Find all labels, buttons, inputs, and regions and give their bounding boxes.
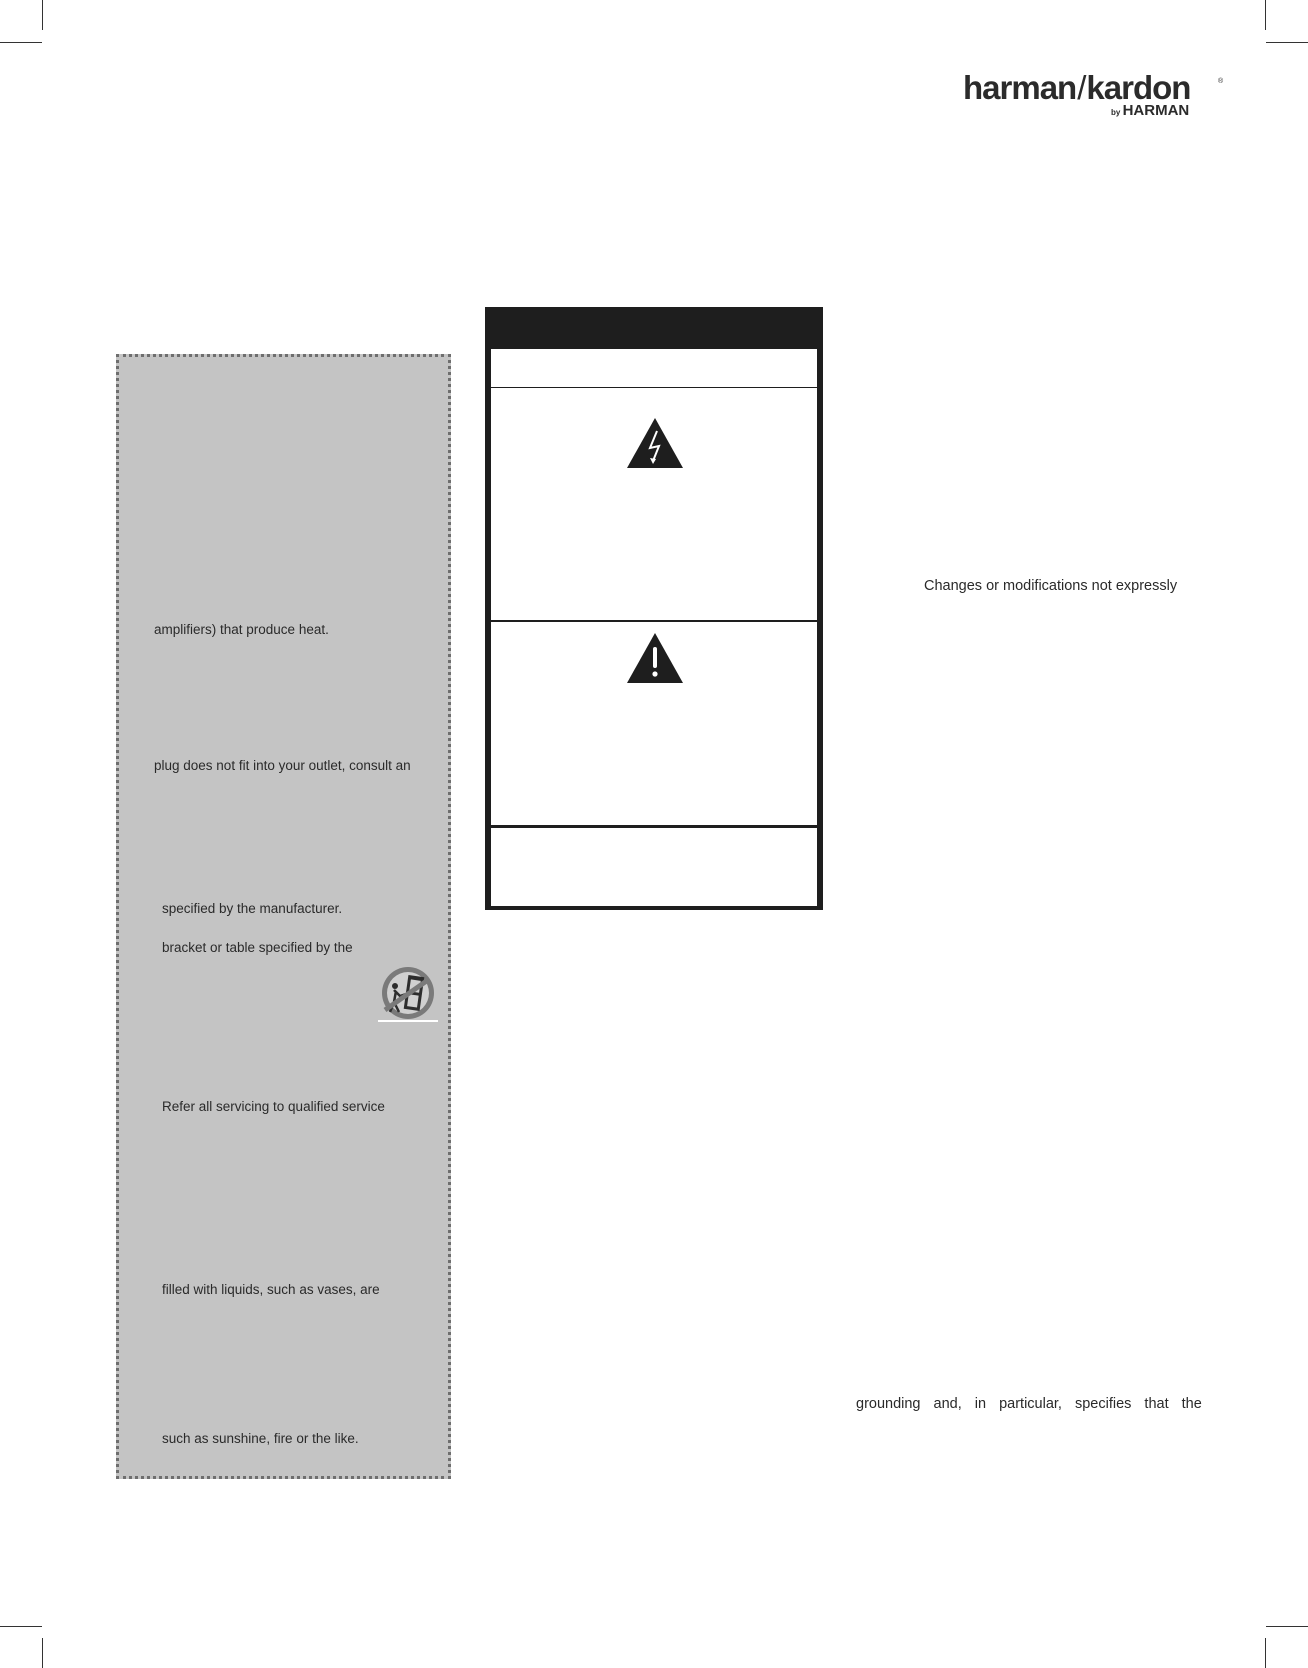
cart-tip-over-warning-icon — [378, 966, 438, 1026]
compliance-line: Changes or modifications not expressly — [924, 578, 1178, 594]
electric-shock-warning-cell — [491, 388, 817, 620]
crop-mark — [1265, 0, 1266, 30]
logo-by: by — [1111, 108, 1121, 117]
crop-mark — [0, 42, 42, 43]
grounding-line: grounding and, in particular, specifies that the — [856, 1396, 1202, 1412]
safety-instructions-panel — [116, 354, 451, 1479]
warning-footer-cell — [491, 828, 817, 906]
logo-harman-brand: HARMAN — [1122, 102, 1190, 119]
safety-line: filled with liquids, such as vases, are — [162, 1282, 380, 1297]
safety-line: such as sunshine, fire or the like. — [162, 1431, 359, 1446]
logo-slash: / — [1077, 69, 1086, 106]
safety-line: amplifiers) that produce heat. — [154, 622, 329, 637]
safety-line: plug does not fit into your outlet, consult an — [154, 758, 411, 773]
logo-harman: harman — [963, 69, 1077, 106]
crop-mark — [1266, 1626, 1308, 1627]
safety-line: specified by the manufacturer. — [162, 901, 343, 916]
crop-mark — [42, 1638, 43, 1668]
safety-line: Refer all servicing to qualified service — [162, 1099, 385, 1114]
crop-mark — [0, 1626, 42, 1627]
lightning-warning-icon — [626, 417, 684, 469]
warning-box — [485, 307, 823, 910]
logo-kardon: kardon — [1086, 69, 1191, 106]
caution-warning-cell — [491, 622, 817, 825]
registered-mark: ® — [1218, 78, 1224, 85]
crop-mark — [1266, 42, 1308, 43]
logo-byline — [1111, 103, 1189, 121]
warning-subheader — [491, 349, 817, 387]
logo-wordmark — [963, 70, 1190, 106]
warning-header — [485, 307, 823, 347]
safety-line: bracket or table specified by the — [162, 940, 353, 955]
exclamation-warning-icon — [626, 632, 684, 684]
crop-mark — [42, 0, 43, 30]
harman-kardon-logo — [963, 70, 1223, 122]
crop-mark — [1265, 1638, 1266, 1668]
